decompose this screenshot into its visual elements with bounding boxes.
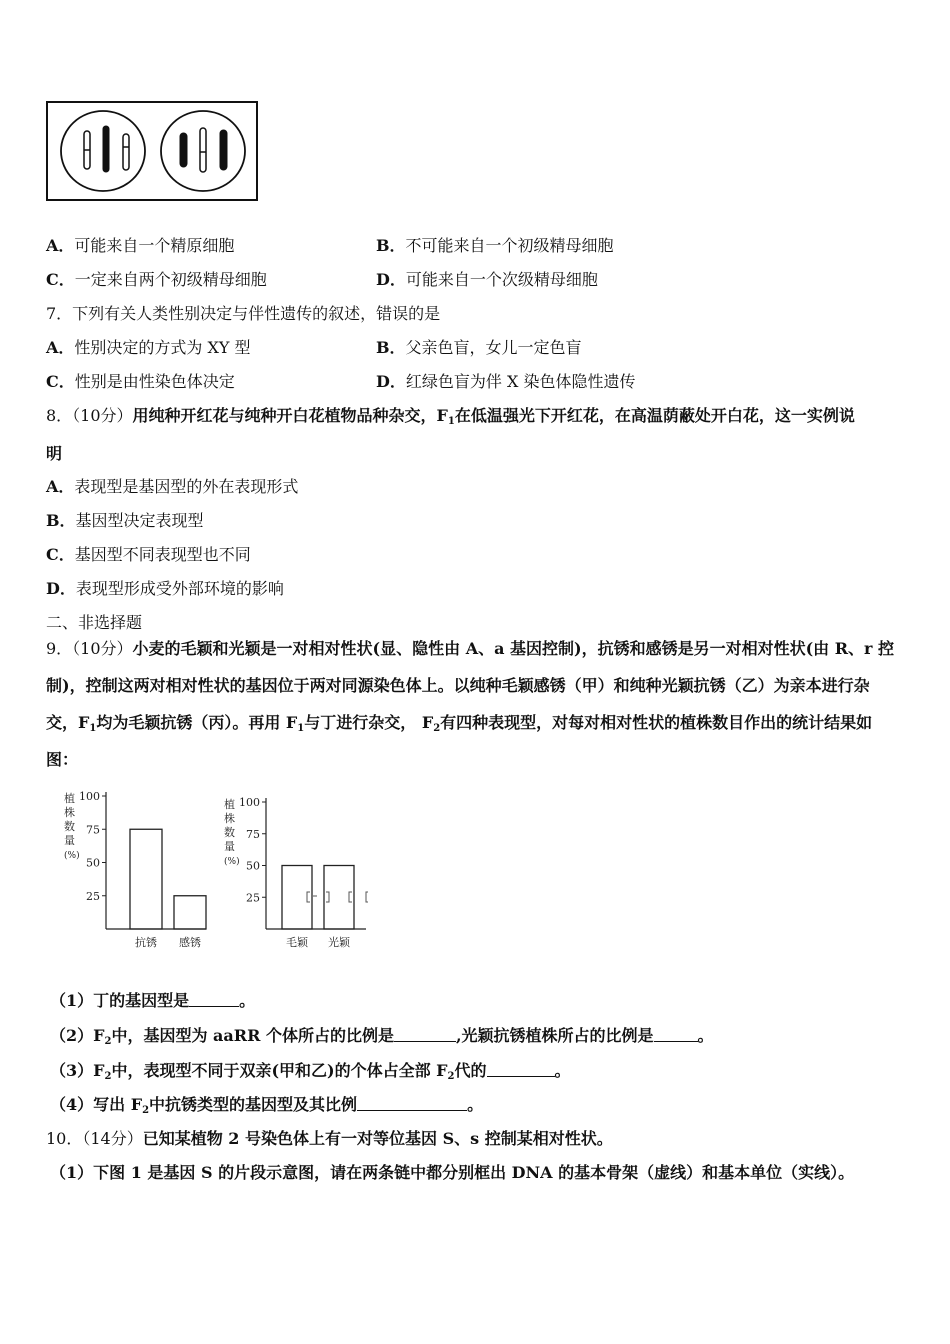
option-letter: C．	[46, 372, 75, 391]
option-letter: A．	[46, 338, 75, 357]
option-letter: A．	[46, 477, 75, 496]
q9-part1	[50, 991, 255, 1011]
option-text: 性别是由性染色体决定	[74, 372, 235, 391]
q9-stem-line3	[46, 713, 872, 733]
y-axis-label: 量	[224, 840, 235, 853]
part-text: 。	[554, 1061, 571, 1080]
part-text: 。	[697, 1026, 714, 1045]
option-letter: D．	[46, 579, 76, 598]
option-letter: D．	[376, 372, 406, 391]
subscript: 1	[297, 723, 305, 734]
q10-part1: （1）下图 1 是基因 S 的片段示意图，请在两条链中都分别框出 DNA 的基本骨架（虚线）和基本单位（实线）。	[50, 1163, 855, 1182]
option-letter: C．	[46, 545, 75, 564]
subscript: 1	[89, 723, 97, 734]
part-text: ,光颖抗锈植株所占的比例是	[455, 1026, 654, 1045]
bar	[174, 896, 206, 929]
bar	[130, 829, 162, 929]
q8-stem-line2: 明	[46, 444, 63, 463]
x-tick-label: 抗锈	[135, 936, 157, 949]
stem-text: 有四种表现型，对每对相对性状的植株数目作出的统计结果如	[440, 713, 873, 732]
subscript: 1	[447, 416, 455, 427]
subscript: 2	[433, 723, 441, 734]
option-text: 不可能来自一个初级精母细胞	[405, 236, 614, 255]
y-axis-label: 植	[224, 798, 235, 811]
q9-stem-line4: 图：	[46, 750, 79, 769]
q8-option-c	[46, 545, 251, 565]
y-tick-label: 100	[239, 796, 260, 809]
option-letter: D．	[376, 270, 406, 289]
stem-text: 已知某植物 2 号染色体上有一对等位基因 S、s 控制某相对性状。	[142, 1129, 613, 1148]
part-text: 中，表现型不同于双亲(甲和乙)的个体占全部 F	[111, 1061, 448, 1080]
q9-stem-line2: 制)，控制这两对相对性状的基因位于两对同源染色体上。以纯种毛颖感锈（甲）和纯种光颖抗锈（乙）为亲本进行杂	[46, 676, 870, 695]
scan-artifact-mark	[349, 892, 368, 902]
q7-option-d	[376, 372, 635, 392]
q6-option-c	[46, 270, 267, 290]
x-tick-label: 光颖	[328, 936, 350, 949]
answer-blank[interactable]	[654, 1026, 698, 1042]
y-tick-label: 50	[246, 859, 260, 873]
q6-option-b	[376, 236, 614, 256]
option-letter: B．	[46, 511, 76, 530]
part-text: 。	[239, 991, 256, 1010]
y-axis-label: 量	[64, 834, 75, 847]
q7-option-b	[376, 338, 582, 358]
q7-stem: 7．下列有关人类性别决定与伴性遗传的叙述，错误的是	[46, 304, 441, 323]
option-text: 基因型决定表现型	[75, 511, 204, 530]
question-number: 8．（10分）	[46, 406, 133, 425]
part-text: 中抗锈类型的基因型及其比例	[149, 1095, 358, 1114]
subscript: 2	[104, 1071, 112, 1082]
y-axis-label: 株	[224, 812, 235, 825]
cell-division-figure	[46, 100, 259, 202]
q9-part3	[50, 1061, 571, 1081]
scan-artifact-mark	[307, 892, 329, 902]
answer-blank[interactable]	[394, 1026, 456, 1042]
q7-option-c	[46, 372, 235, 392]
part-text: 中，基因型为 aaRR 个体所占的比例是	[111, 1026, 394, 1045]
answer-blank[interactable]	[487, 1061, 555, 1077]
chromosomes-left	[84, 126, 129, 172]
option-letter: B．	[376, 236, 406, 255]
y-tick-label: 75	[246, 827, 260, 841]
option-text: 父亲色盲，女儿一定色盲	[405, 338, 582, 357]
answer-blank[interactable]	[357, 1095, 467, 1111]
option-letter: C．	[46, 270, 75, 289]
q10-stem	[46, 1129, 613, 1149]
subscript: 2	[447, 1071, 455, 1082]
chromosomes-right	[180, 128, 227, 172]
y-axis-label: 植	[64, 792, 75, 805]
y-tick-label: 75	[86, 823, 100, 837]
part-text: （4）写出 F	[50, 1095, 143, 1114]
option-text: 一定来自两个初级精母细胞	[74, 270, 267, 289]
question-number: 9．（10分）	[46, 639, 133, 658]
stem-text: 用纯种开红花与纯种开白花植物品种杂交，F	[132, 406, 448, 425]
q8-option-a	[46, 477, 298, 497]
y-axis-label: (%)	[224, 857, 240, 867]
y-tick-label: 25	[86, 889, 100, 903]
bar-charts-figure	[58, 788, 368, 953]
part-text: 。	[467, 1095, 484, 1114]
part-text: （1）丁的基因型是	[50, 991, 190, 1010]
answer-blank[interactable]	[189, 991, 239, 1007]
stem-text: 在低温强光下开红花，在高温荫蔽处开白花，这一实例说	[454, 406, 855, 425]
x-tick-label: 毛颖	[286, 936, 308, 949]
part-text: （3）F	[50, 1061, 105, 1080]
q6-option-a	[46, 236, 234, 256]
subscript: 2	[142, 1105, 150, 1116]
q8-stem-line1	[46, 406, 855, 426]
section-heading: 二、非选择题	[46, 613, 143, 632]
cell-right	[161, 111, 245, 191]
q9-stem-line1	[46, 639, 894, 659]
q8-option-b	[46, 511, 204, 531]
option-text: 可能来自一个精原细胞	[74, 236, 235, 255]
option-text: 可能来自一个次级精母细胞	[405, 270, 598, 289]
option-text: 基因型不同表现型也不同	[74, 545, 251, 564]
subscript: 2	[104, 1036, 112, 1047]
stem-text: 均为毛颖抗锈（丙）。再用 F	[96, 713, 298, 732]
q6-option-d	[376, 270, 598, 290]
y-tick-label: 50	[86, 856, 100, 870]
y-tick-label: 100	[79, 790, 100, 803]
q9-part4	[50, 1095, 483, 1115]
option-text: 表现型是基因型的外在表现形式	[74, 477, 299, 496]
y-axis-label: 数	[224, 826, 235, 839]
q8-option-d	[46, 579, 284, 599]
option-letter: B．	[376, 338, 406, 357]
option-letter: A．	[46, 236, 75, 255]
q7-option-a	[46, 338, 251, 358]
y-axis-label: 数	[64, 820, 75, 833]
option-text: 性别决定的方式为 XY 型	[74, 338, 251, 357]
stem-text: 与丁进行杂交， F	[304, 713, 434, 732]
option-text: 表现型形成受外部环境的影响	[75, 579, 284, 598]
stem-text: 小麦的毛颖和光颖是一对相对性状(显、隐性由 A、a 基因控制)，抗锈和感锈是另一对相对性状(由 R、r 控	[132, 639, 895, 658]
part-text: （2）F	[50, 1026, 105, 1045]
question-number: 10．（14分）	[46, 1129, 143, 1148]
q9-part2	[50, 1026, 714, 1046]
y-tick-label: 25	[246, 891, 260, 905]
x-tick-label: 感锈	[179, 936, 201, 949]
option-text: 红绿色盲为伴 X 染色体隐性遗传	[405, 372, 636, 391]
y-axis-label: 株	[64, 806, 75, 819]
part-text: 代的	[454, 1061, 487, 1080]
y-axis-label: (%)	[64, 851, 80, 861]
stem-text: 交，F	[46, 713, 90, 732]
